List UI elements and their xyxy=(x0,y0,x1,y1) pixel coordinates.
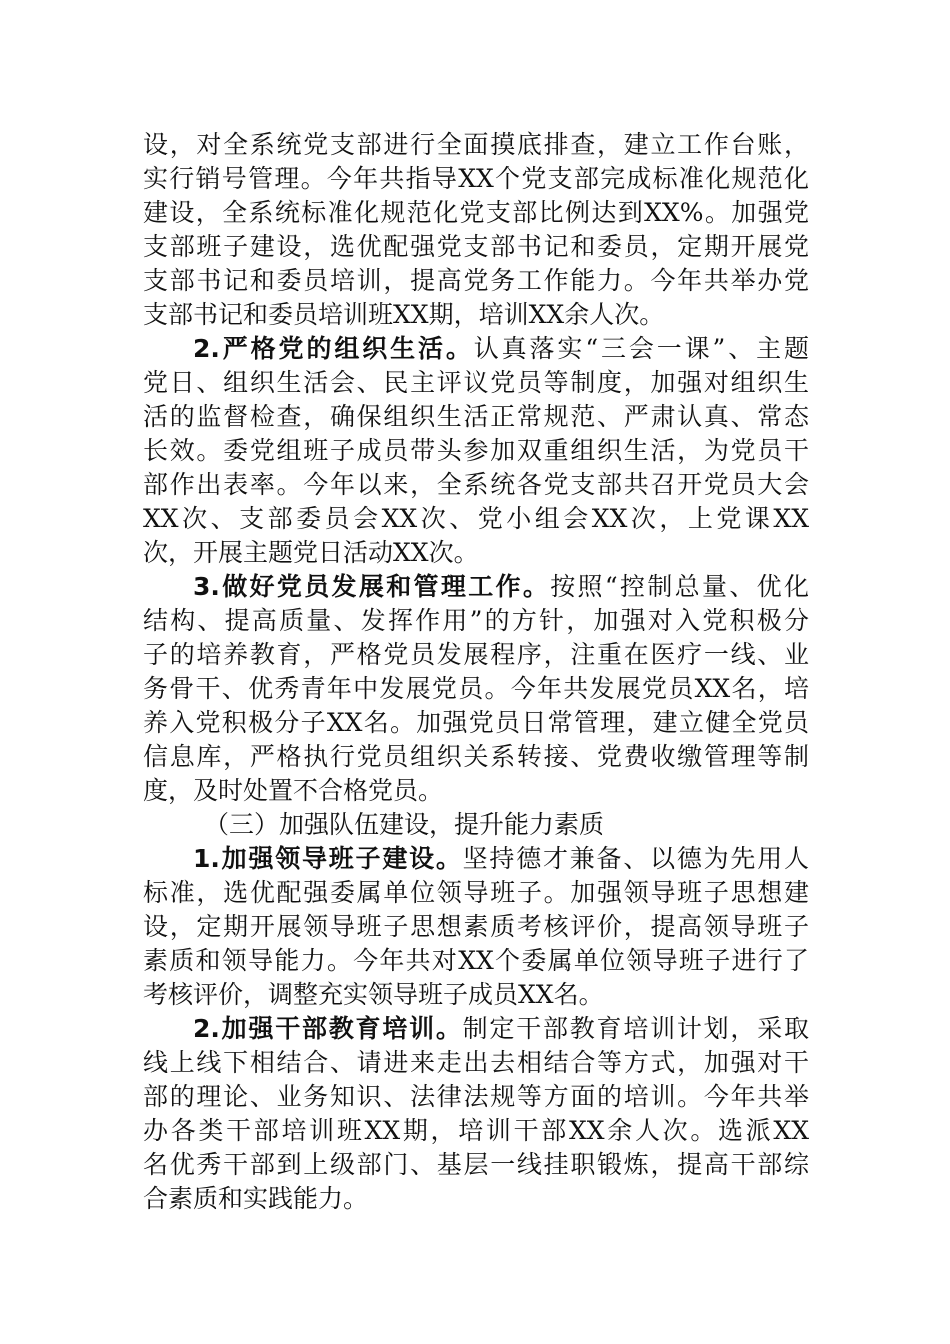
paragraph-line: 结构、提高质量、发挥作用”的方针，加强对入党积极分 xyxy=(143,606,809,635)
paragraph-line: 部作出表率。今年以来，全系统各党支部共召开党员大会 xyxy=(143,470,809,499)
item-lead: 2.严格党的组织生活。 xyxy=(193,334,474,363)
paragraph-line: 办各类干部培训班XX期，培训干部XX余人次。选派XX xyxy=(143,1116,809,1145)
paragraph-line: 活的监督检查，确保组织生活正常规范、严肃认真、常态 xyxy=(143,402,809,431)
item-first-line xyxy=(193,568,809,606)
item-text: 按照“控制总量、优化 xyxy=(550,572,809,601)
paragraph-line: 标准，选优配强委属单位领导班子。加强领导班子思想建 xyxy=(143,878,809,907)
paragraph-line: 党日、组织生活会、民主评议党员等制度，加强对组织生 xyxy=(143,368,809,397)
paragraph-line: 名优秀干部到上级部门、基层一线挂职锻炼，提高干部综 xyxy=(143,1150,809,1179)
paragraph-line: 支部书记和委员培训，提高党务工作能力。今年共举办党 xyxy=(143,266,809,295)
paragraph-line: 合素质和实践能力。 xyxy=(143,1184,369,1213)
paragraph-line: 支部书记和委员培训班XX期，培训XX余人次。 xyxy=(143,300,665,329)
section-heading: （三）加强队伍建设，提升能力素质 xyxy=(204,810,605,839)
paragraph-line: 长效。委党组班子成员带头参加双重组织生活，为党员干 xyxy=(143,436,809,465)
paragraph-line: 设，定期开展领导班子思想素质考核评价，提高领导班子 xyxy=(143,912,809,941)
paragraph-line: 度，及时处置不合格党员。 xyxy=(143,776,444,805)
item-text: 认真落实“三会一课”、主题 xyxy=(473,334,809,363)
paragraph-line: 部的理论、业务知识、法律法规等方面的培训。今年共举 xyxy=(143,1082,809,1111)
paragraph-line: 信息库，严格执行党员组织关系转接、党费收缴管理等制 xyxy=(143,742,809,771)
paragraph-line: 线上线下相结合、请进来走出去相结合等方式，加强对干 xyxy=(143,1048,809,1077)
paragraph-line: 建设，全系统标准化规范化党支部比例达到XX%。加强党 xyxy=(143,198,809,227)
paragraph-line: 次，开展主题党日活动XX次。 xyxy=(143,538,479,567)
item-first-line xyxy=(193,840,809,878)
paragraph-line: 考核评价，调整充实领导班子成员XX名。 xyxy=(143,980,604,1009)
paragraph-line: 养入党积极分子XX名。加强党员日常管理，建立健全党员 xyxy=(143,708,809,737)
paragraph-line: 子的培养教育，严格党员发展程序，注重在医疗一线、业 xyxy=(143,640,809,669)
item-first-line xyxy=(193,1010,809,1048)
paragraph-line: 实行销号管理。今年共指导XX个党支部完成标准化规范化 xyxy=(143,164,809,193)
paragraph-line: 设，对全系统党支部进行全面摸底排查，建立工作台账， xyxy=(143,130,809,159)
paragraph-line: XX次、支部委员会XX次、党小组会XX次，上党课XX xyxy=(143,504,809,533)
item-lead: 3.做好党员发展和管理工作。 xyxy=(193,572,551,601)
item-lead: 1.加强领导班子建设。 xyxy=(193,844,463,873)
paragraph-line: 素质和领导能力。今年共对XX个委属单位领导班子进行了 xyxy=(143,946,809,975)
paragraph-line: 支部班子建设，选优配强党支部书记和委员，定期开展党 xyxy=(143,232,809,261)
paragraph-line: 务骨干、优秀青年中发展党员。今年共发展党员XX名，培 xyxy=(143,674,809,703)
item-first-line xyxy=(193,330,809,368)
item-text: 坚持德才兼备、以德为先用人 xyxy=(462,844,809,873)
item-lead: 2.加强干部教育培训。 xyxy=(193,1014,463,1043)
item-text: 制定干部教育培训计划，采取 xyxy=(462,1014,809,1043)
